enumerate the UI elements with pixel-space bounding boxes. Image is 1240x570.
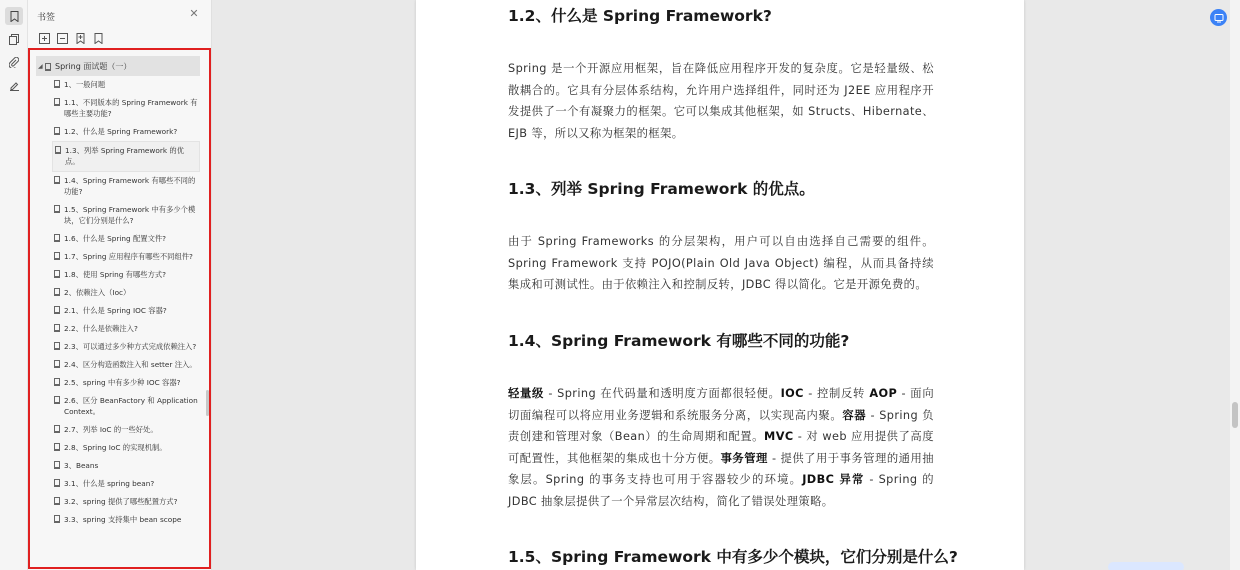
bookmark-item[interactable]: 1、一般问题 [52, 76, 200, 94]
bookmark-item[interactable]: 1.2、什么是 Spring Framework? [52, 123, 200, 141]
bookmark-icon [54, 98, 60, 106]
bookmark-item-selected[interactable]: 1.3、列举 Spring Framework 的优点。 [52, 141, 200, 172]
bookmark-toolbar [38, 32, 104, 44]
bookmark-icon [54, 360, 60, 368]
heading-1-5: 1.5、Spring Framework 中有多少个模块，它们分别是什么? [508, 548, 958, 566]
paragraph-1-3: 由于 Spring Frameworks 的分层架构，用户可以自由选择自己需要的组件。Spring Framework 支持 POJO(Plain Old Java Object) 编程，从而具备持续集成和可测试性。由于依赖注入和控制反转，JDBC 得以简化。它是开源免费的。 [508, 235, 934, 291]
left-icon-rail [0, 0, 28, 570]
bookmark-item[interactable]: 2.4、区分构造函数注入和 setter 注入。 [52, 356, 200, 374]
bookmark-item[interactable]: 3、Beans [52, 457, 200, 475]
bookmark-icon [54, 461, 60, 469]
bookmark-icon [54, 270, 60, 278]
bookmark-item[interactable]: 1.6、什么是 Spring 配置文件? [52, 230, 200, 248]
document-scroll-thumb[interactable] [1232, 402, 1238, 428]
bookmark-icon [54, 479, 60, 487]
paragraph-1-4: 轻量级 - Spring 在代码量和透明度方面都很轻便。IOC - 控制反转 AOP - 面向切面编程可以将应用业务逻辑和系统服务分离，以实现高内聚。容器 - Spring 负责创建和管理对象（Bean）的生命周期和配置。MVC - 对 web 应用提供了高度可配置性，其他框架的集成也十分方便。事务管理 - 提供了用于事务管理的通用抽象层。Spring 的事务支持也可用于容器较少的环境。JDBC 异常 - Spring 的 JDBC 抽象层提供了一个异常层次结构，简化了错误处理策略。 [508, 387, 935, 508]
heading-1-3: 1.3、列举 Spring Framework 的优点。 [508, 180, 815, 198]
bookmark-icon [54, 342, 60, 350]
bookmark-item[interactable]: 2.8、Spring IoC 的实现机制。 [52, 439, 200, 457]
bookmark-icon [54, 288, 60, 296]
bookmark-icon [54, 306, 60, 314]
page-thumbnail-icon[interactable] [5, 30, 23, 48]
bookmark-item[interactable]: 1.5、Spring Framework 中有多少个模块，它们分别是什么? [52, 201, 200, 230]
bookmark-root-label: Spring 面试题（一） [55, 61, 132, 71]
bookmark-icon [54, 234, 60, 242]
bookmark-icon [55, 146, 61, 154]
bookmark-icon [54, 80, 60, 88]
bookmark-item[interactable]: 1.7、Spring 应用程序有哪些不同组件? [52, 248, 200, 266]
document-scrollbar[interactable] [1230, 0, 1240, 570]
paragraph-1-2: Spring 是一个开源应用框架，旨在降低应用程序开发的复杂度。它是轻量级、松散耦合的。它具有分层体系结构，允许用户选择组件，同时还为 J2EE 应用程序开发提供了一个有凝聚力的框架。它可以集成其他框架，如 Structs、Hibernate、EJB 等，所以又称为框架的框架。 [508, 62, 934, 140]
bookmark-item[interactable]: 1.8、使用 Spring 有哪些方式? [52, 266, 200, 284]
add-bookmark-icon[interactable] [74, 32, 86, 44]
heading-1-4: 1.4、Spring Framework 有哪些不同的功能? [508, 332, 850, 350]
expand-all-icon[interactable] [38, 32, 50, 44]
bookmark-scrollbar[interactable] [206, 390, 209, 416]
bookmark-item[interactable]: 2.5、spring 中有多少种 IOC 容器? [52, 374, 200, 392]
caret-down-icon[interactable]: ◢ [38, 62, 43, 70]
bookmark-tree [28, 48, 211, 569]
bookmark-item[interactable]: 1.4、Spring Framework 有哪些不同的功能? [52, 172, 200, 201]
assistant-icon[interactable] [1210, 9, 1227, 26]
bookmark-icon [54, 396, 60, 404]
bookmark-icon [54, 515, 60, 523]
bookmark-item[interactable]: 2.1、什么是 Spring IOC 容器? [52, 302, 200, 320]
bookmark-icon [54, 127, 60, 135]
bookmark-item[interactable]: 1.1、不同版本的 Spring Framework 有哪些主要功能? [52, 94, 200, 123]
bookmark-item[interactable]: 2.2、什么是依赖注入? [52, 320, 200, 338]
bookmark-icon [54, 425, 60, 433]
bookmark-item[interactable]: 3.2、spring 提供了哪些配置方式? [52, 493, 200, 511]
bookmark-item[interactable]: 2.6、区分 BeanFactory 和 ApplicationContext。 [52, 392, 200, 421]
bookmark-item[interactable]: 2.3、可以通过多少种方式完成依赖注入? [52, 338, 200, 356]
heading-1-2: 1.2、什么是 Spring Framework? [508, 7, 772, 25]
bookmark-icon [54, 497, 60, 505]
bookmark-icon [54, 443, 60, 451]
bookmark-item[interactable]: 2、依赖注入（Ioc） [52, 284, 200, 302]
document-page [416, 0, 1024, 570]
bookmark-icon [54, 324, 60, 332]
bookmark-icon [54, 252, 60, 260]
attachment-icon[interactable] [5, 53, 23, 71]
bookmark-panel [28, 0, 212, 570]
signature-icon[interactable] [5, 76, 23, 94]
bookmark-item[interactable]: 3.3、spring 支持集中 bean scope [52, 511, 200, 529]
bookmark-icon [45, 63, 51, 71]
panel-title: 书签 [37, 13, 56, 23]
bookmark-icon [54, 205, 60, 213]
bookmark-icon [54, 176, 60, 184]
bookmark-icon [54, 378, 60, 386]
bookmark-icon[interactable] [5, 7, 23, 25]
close-icon[interactable]: ✕ [189, 7, 199, 20]
bookmark-flag-icon[interactable] [92, 32, 104, 44]
bookmark-list [52, 76, 200, 529]
collapse-all-icon[interactable] [56, 32, 68, 44]
bookmark-item[interactable]: 3.1、什么是 spring bean? [52, 475, 200, 493]
bookmark-item[interactable]: 2.7、列举 IoC 的一些好处。 [52, 421, 200, 439]
status-chip [1108, 562, 1184, 570]
bookmark-root-item[interactable] [36, 56, 200, 76]
